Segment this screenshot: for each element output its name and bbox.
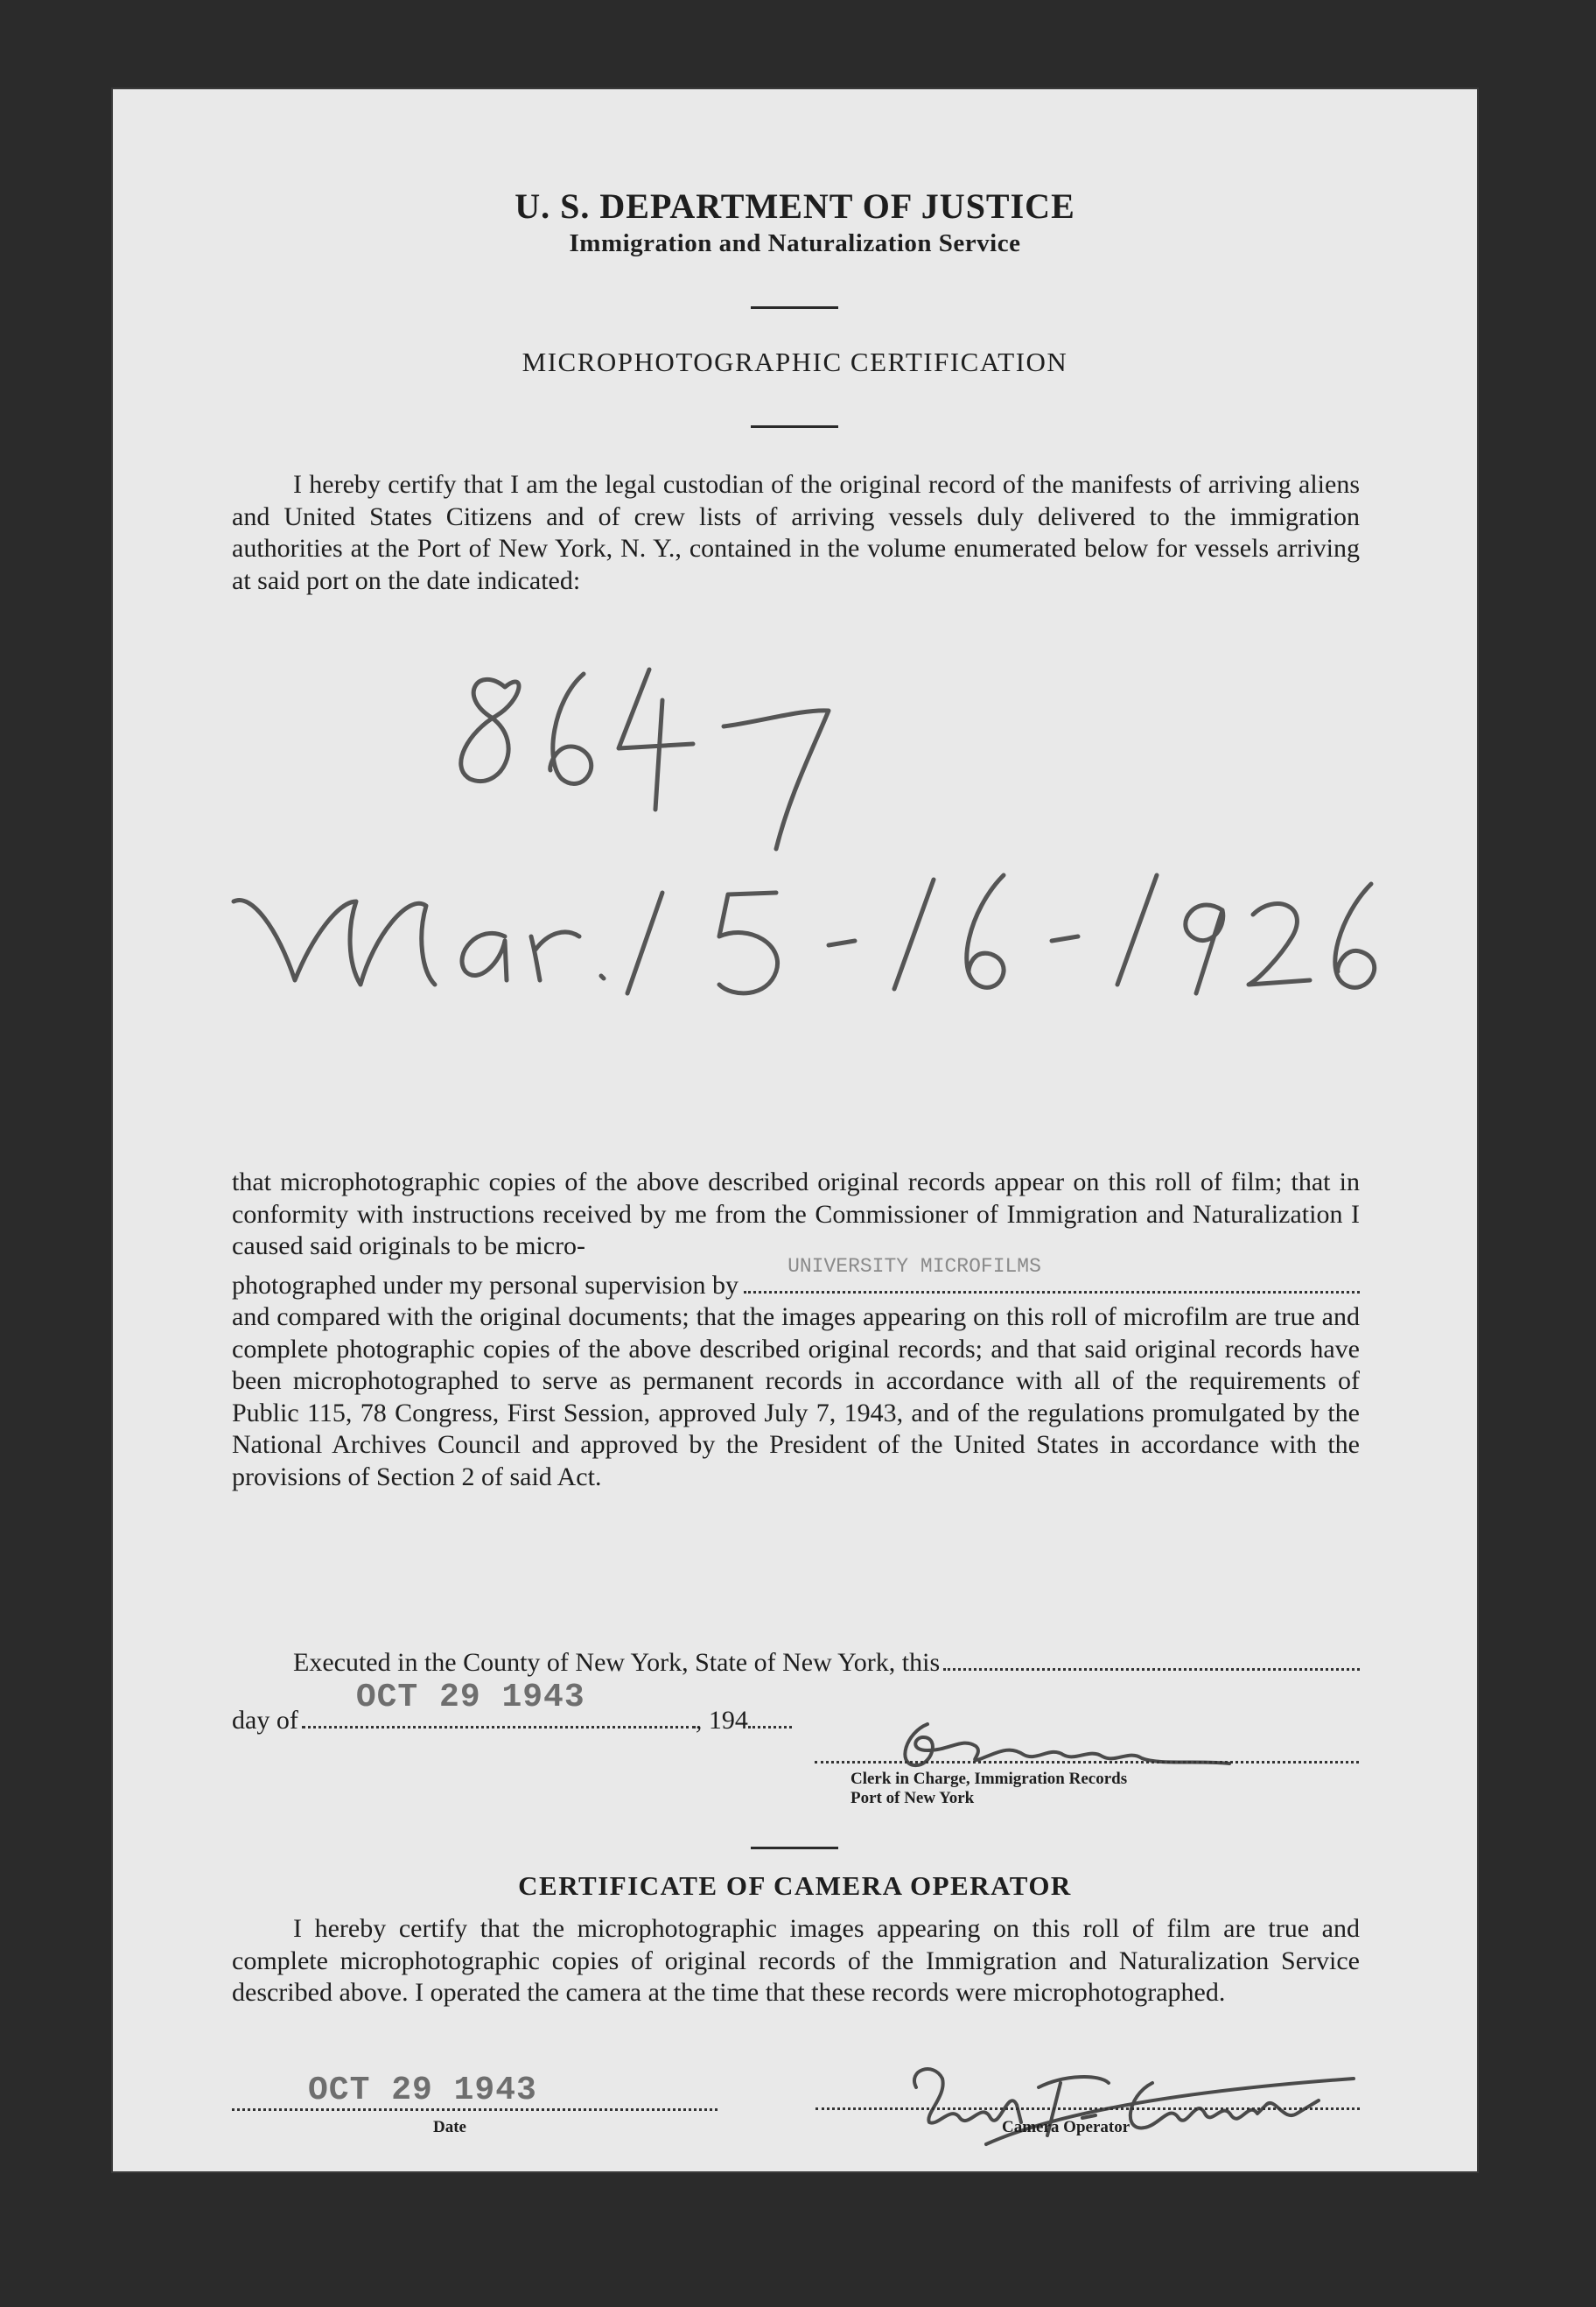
custodian-paragraph: I hereby certify that I am the legal custodian of the original record of the manifests of arriving aliens and United States Citizens and of crew lists of arriving vessels duly delivered to the immigration authorities at the Port of New York, N. Y., contained in the volume enumerated below for vessels arriving at said port on the date indicated: <box>232 470 1360 595</box>
paragraph2-part1: that microphotographic copies of the above described original records appear on this roll of film; that in conformity with instructions received by me from the Commissioner of Immigration and Naturalization I caused said originals to be micro- <box>232 1168 1360 1260</box>
clerk-title <box>850 1770 1127 1808</box>
executed-line <box>232 1645 1360 1679</box>
camera-operator-signature-line <box>816 2107 1360 2110</box>
date-label: Date <box>433 2118 466 2136</box>
camera-operator-label: Camera Operator <box>1002 2118 1130 2136</box>
clerk-title-line2: Port of New York <box>850 1789 975 1807</box>
supervisor-field <box>744 1254 1360 1294</box>
supervision-prefix: photographed under my personal supervision by <box>232 1270 739 1300</box>
camera-paragraph: I hereby certify that the microphotographic images appearing on this roll of film are true and complete microphotographic copies of original records of the Immigration and Naturalization Service described above. I operated the camera at the time that these records were microphotographed. <box>232 1914 1360 2007</box>
divider <box>751 306 838 309</box>
year-field <box>748 1703 792 1728</box>
clerk-signature-line <box>815 1761 1359 1764</box>
microfilm-paragraph <box>232 1167 1360 1493</box>
department-heading: U. S. DEPARTMENT OF JUSTICE <box>514 186 1075 226</box>
clerk-title-line1: Clerk in Charge, Immigration Records <box>850 1770 1128 1788</box>
supervisor-name: UNIVERSITY MICROFILMS <box>788 1254 1041 1278</box>
camera-certificate-title: CERTIFICATE OF CAMERA OPERATOR <box>518 1870 1072 1901</box>
divider <box>751 1847 838 1849</box>
certification-title: MICROPHOTOGRAPHIC CERTIFICATION <box>522 347 1068 377</box>
camera-operator-signature <box>899 2052 1371 2157</box>
handwritten-volume-number-7 <box>706 700 846 858</box>
paragraph2-part2: and compared with the original documents; that the images appearing on this roll of microfilm are true and complete photographic copies of the above described original records; and that said original records have been microphotographed to serve as permanent records in accordance with all of the requirements of Public 115, 78 Congress, First Session, approved July 7, 1943, and of the regulations promulgated by the National Archives Council and approved by the President of the United States in accordance with the provisions of Section 2 of said Act. <box>232 1302 1360 1491</box>
executed-day-field <box>943 1645 1360 1671</box>
day-of-label: day of <box>232 1706 298 1735</box>
executed-text: Executed in the County of New York, State of New York, this <box>293 1648 941 1677</box>
handwritten-volume-number <box>452 648 715 814</box>
year-suffix: , 194 <box>695 1706 748 1735</box>
certificate-page <box>111 88 1479 2173</box>
divider <box>751 425 838 428</box>
handwritten-dates <box>216 840 1424 1015</box>
camera-date-stamp: OCT 29 1943 <box>308 2072 537 2109</box>
executed-date-stamp: OCT 29 1943 <box>355 1679 585 1716</box>
executed-date-field <box>302 1679 696 1728</box>
camera-date-line <box>232 2051 718 2111</box>
service-subheading: Immigration and Naturalization Service <box>569 229 1021 257</box>
